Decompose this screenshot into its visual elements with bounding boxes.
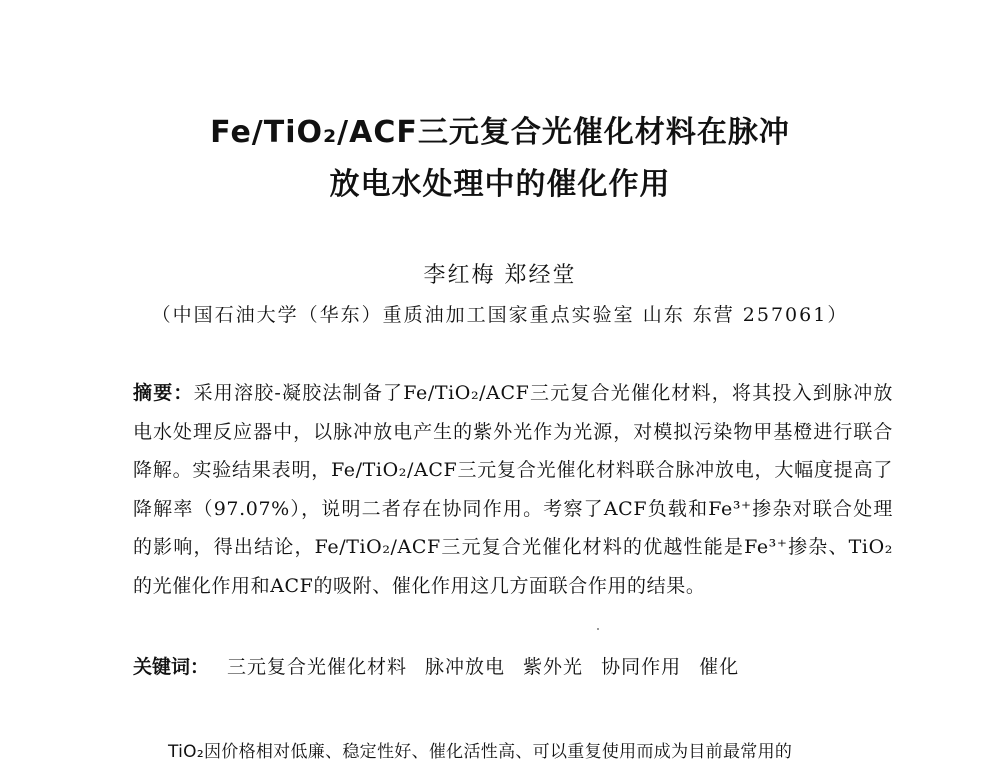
authors: 李红梅 郑经堂	[423, 263, 577, 288]
abstract-label: 摘要：	[133, 382, 194, 404]
keyword: 紫外光	[523, 656, 584, 678]
body-first-line: TiO₂因价格相对低廉、稳定性好、催化活性高、可以重复使用而成为目前最常用的	[168, 742, 793, 762]
scan-speck	[597, 628, 599, 630]
keyword: 脉冲放电	[425, 656, 506, 678]
keyword: 三元复合光催化材料	[227, 656, 408, 678]
abstract-text: 采用溶胶-凝胶法制备了Fe/TiO₂/ACF三元复合光催化材料，将其投入到脉冲放电水处理反应器中，以脉冲放电产生的紫外光作为光源，对模拟污染物甲基橙进行联合降解。实验结果表明，Fe/TiO₂/ACF三元复合光催化材料联合脉冲放电，大幅度提高了降解率（97.07%），说明二者存在协同作用。考察了ACF负载和Fe³⁺掺杂对联合处理的影响，得出结论，Fe/TiO₂/ACF三元复合光催化材料的优越性能是Fe³⁺掺杂、TiO₂的光催化作用和ACF的吸附、催化作用这几方面联合作用的结果。	[133, 382, 893, 597]
keywords	[133, 652, 893, 679]
title-line-1: Fe/TiO₂/ACF三元复合光催化材料在脉冲	[210, 115, 790, 150]
keywords-label: 关键词：	[133, 656, 210, 678]
keyword: 催化	[699, 656, 740, 678]
abstract	[133, 374, 893, 605]
title-line-2: 放电水处理中的催化作用	[329, 167, 671, 202]
keyword: 协同作用	[601, 656, 682, 678]
affiliation: （中国石油大学（华东）重质油加工国家重点实验室 山东 东营 257061）	[151, 304, 849, 326]
